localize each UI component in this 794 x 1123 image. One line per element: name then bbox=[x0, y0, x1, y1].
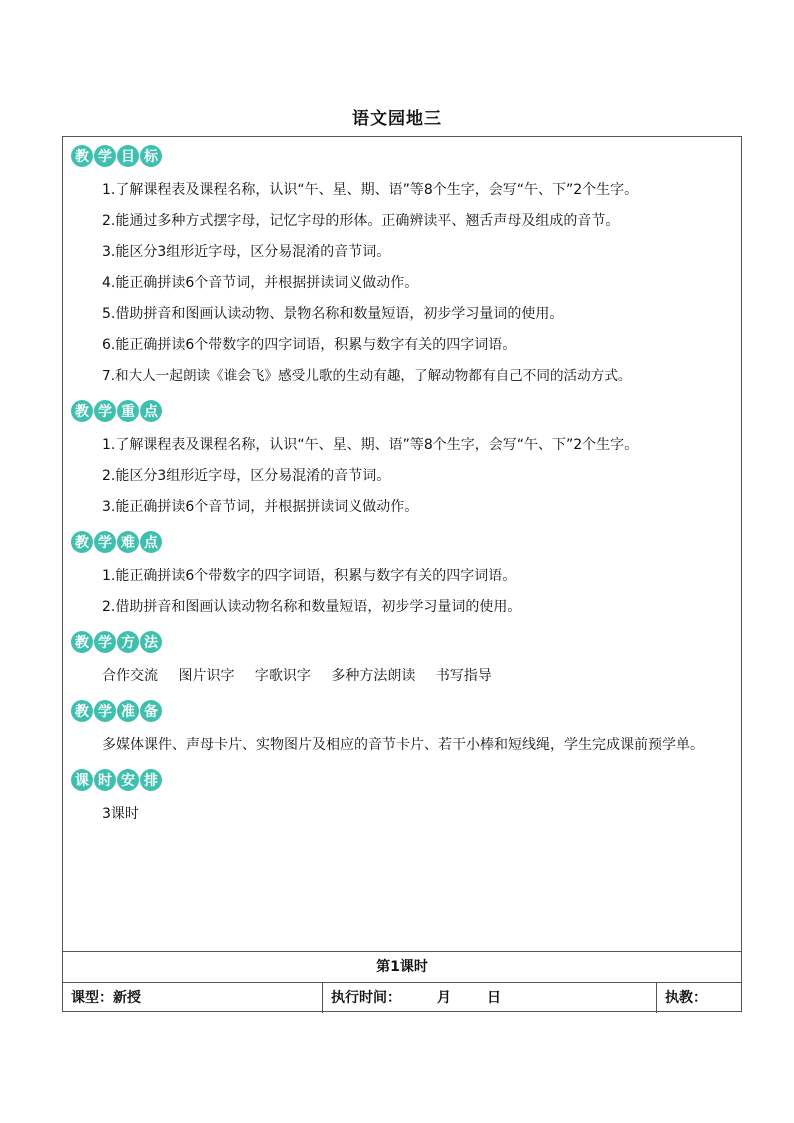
execution-time-cell bbox=[323, 983, 657, 1013]
methods-list bbox=[63, 661, 741, 692]
goal-item: 1.了解课程表及课程名称，认识“午、星、期、语”等8个生字，会写“午、下”2个生字。 bbox=[102, 182, 639, 198]
goal-item: 7.和大人一起朗读《谁会飞》感受儿歌的生动有趣，了解动物都有自己不同的活动方式。 bbox=[102, 368, 632, 384]
badge-char: 点 bbox=[140, 531, 162, 553]
badge-char: 学 bbox=[94, 700, 116, 722]
section-preparation-header bbox=[63, 692, 741, 730]
goal-item: 6.能正确拼读6个带数字的四字词语，积累与数字有关的四字词语。 bbox=[102, 337, 517, 353]
lesson-plan-content bbox=[63, 137, 741, 951]
section-goals-header bbox=[63, 137, 741, 175]
teacher-label: 执教： bbox=[665, 990, 707, 1006]
lesson-type-cell bbox=[63, 983, 323, 1013]
badge-char: 教 bbox=[71, 531, 93, 553]
badge-char: 学 bbox=[94, 400, 116, 422]
section-badge bbox=[71, 400, 162, 422]
badge-char: 准 bbox=[117, 700, 139, 722]
lesson-label: 第1课时 bbox=[376, 959, 428, 975]
badge-char: 难 bbox=[117, 531, 139, 553]
section-badge bbox=[71, 700, 162, 722]
day-label: 日 bbox=[487, 990, 501, 1006]
badge-char: 法 bbox=[140, 631, 162, 653]
key-point-item: 3.能正确拼读6个音节词，并根据拼读词义做动作。 bbox=[102, 499, 419, 515]
section-schedule-header bbox=[63, 761, 741, 799]
badge-char: 方 bbox=[117, 631, 139, 653]
badge-char: 教 bbox=[71, 400, 93, 422]
section-methods-header bbox=[63, 623, 741, 661]
badge-char: 学 bbox=[94, 531, 116, 553]
key-point-item: 2.能区分3组形近字母，区分易混淆的音节词。 bbox=[102, 468, 391, 484]
badge-char: 排 bbox=[140, 769, 162, 791]
goal-item: 5.借助拼音和图画认读动物、景物名称和数量短语，初步学习量词的使用。 bbox=[102, 306, 564, 322]
month-label: 月 bbox=[437, 990, 451, 1006]
method-item: 字歌识字 bbox=[254, 668, 311, 684]
goal-item: 4.能正确拼读6个音节词，并根据拼读词义做动作。 bbox=[102, 275, 419, 291]
badge-char: 安 bbox=[117, 769, 139, 791]
goal-item: 3.能区分3组形近字母，区分易混淆的音节词。 bbox=[102, 244, 391, 260]
goal-item: 2.能通过多种方式摆字母，记忆字母的形体。正确辨读平、翘舌声母及组成的音节。 bbox=[102, 213, 620, 229]
section-badge bbox=[71, 145, 162, 167]
lesson-row bbox=[63, 951, 741, 982]
schedule-text: 3课时 bbox=[102, 806, 139, 822]
teacher-cell bbox=[657, 983, 743, 1013]
badge-char: 重 bbox=[117, 400, 139, 422]
badge-char: 备 bbox=[140, 700, 162, 722]
badge-char: 课 bbox=[71, 769, 93, 791]
method-item: 书写指导 bbox=[435, 668, 492, 684]
preparation-text: 多媒体课件、声母卡片、实物图片及相应的音节卡片、若干小棒和短线绳，学生完成课前预学单。 bbox=[102, 737, 704, 753]
badge-char: 学 bbox=[94, 631, 116, 653]
badge-char: 点 bbox=[140, 400, 162, 422]
method-item: 图片识字 bbox=[178, 668, 235, 684]
badge-char: 教 bbox=[71, 631, 93, 653]
section-difficulties-header bbox=[63, 523, 741, 561]
lesson-type: 课型：新授 bbox=[71, 990, 141, 1006]
badge-char: 目 bbox=[117, 145, 139, 167]
lesson-plan-table bbox=[62, 136, 742, 1012]
badge-char: 教 bbox=[71, 145, 93, 167]
badge-char: 时 bbox=[94, 769, 116, 791]
badge-char: 学 bbox=[94, 145, 116, 167]
execution-time-label: 执行时间： bbox=[331, 990, 401, 1006]
difficulty-item: 1.能正确拼读6个带数字的四字词语，积累与数字有关的四字词语。 bbox=[102, 568, 517, 584]
method-item: 多种方法朗读 bbox=[331, 668, 416, 684]
info-row bbox=[63, 982, 741, 1013]
section-key-points-header bbox=[63, 392, 741, 430]
section-badge bbox=[71, 631, 162, 653]
page-title: 语文园地三 bbox=[352, 109, 442, 129]
badge-char: 标 bbox=[140, 145, 162, 167]
section-badge bbox=[71, 769, 162, 791]
section-badge bbox=[71, 531, 162, 553]
difficulty-item: 2.借助拼音和图画认读动物名称和数量短语，初步学习量词的使用。 bbox=[102, 599, 522, 615]
badge-char: 教 bbox=[71, 700, 93, 722]
key-point-item: 1.了解课程表及课程名称，认识“午、星、期、语”等8个生字，会写“午、下”2个生字。 bbox=[102, 437, 639, 453]
method-item: 合作交流 bbox=[102, 668, 158, 684]
